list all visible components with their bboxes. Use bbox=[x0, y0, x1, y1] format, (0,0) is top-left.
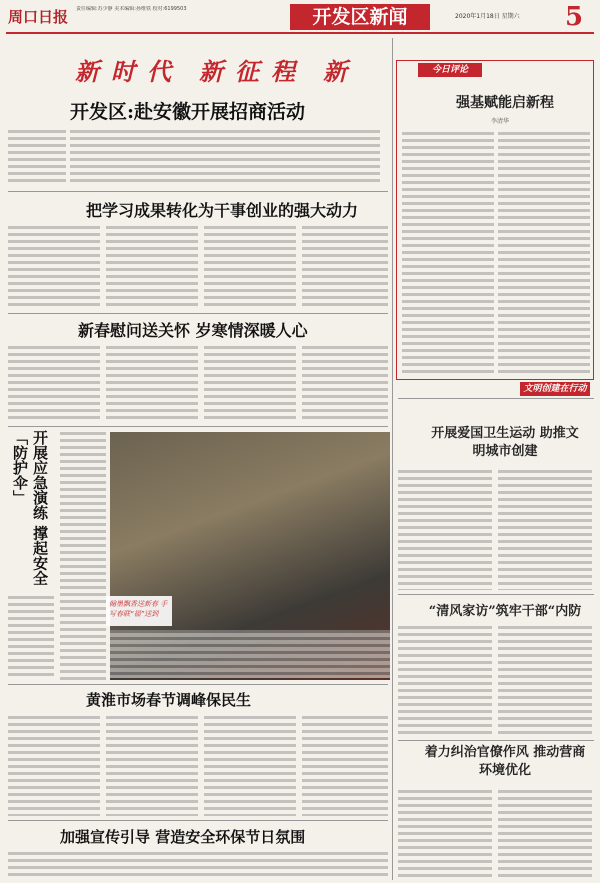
divider bbox=[8, 191, 388, 192]
body-text bbox=[106, 716, 198, 816]
lead-headline: 开发区:赴安徽开展招商活动 bbox=[70, 101, 306, 123]
body-text bbox=[398, 790, 492, 880]
body-text bbox=[398, 626, 492, 738]
photo-description bbox=[110, 630, 390, 678]
lead-body-text bbox=[70, 130, 380, 186]
headline-bureaucracy: 着力纠治官僚作风 推动营商环境优化 bbox=[424, 745, 586, 778]
body-text bbox=[302, 226, 388, 310]
body-text bbox=[302, 716, 388, 816]
divider bbox=[8, 684, 388, 685]
body-text bbox=[204, 716, 296, 816]
slogan-gap bbox=[178, 50, 192, 80]
civilization-label: 文明创建在行动 bbox=[520, 382, 590, 396]
body-text bbox=[498, 790, 592, 880]
vertical-headline-drill: 开展应急演练 撑起安全「防护伞」 bbox=[11, 430, 49, 586]
slogan-char: 程 bbox=[271, 57, 295, 86]
body-text bbox=[498, 470, 592, 590]
divider bbox=[8, 313, 388, 314]
headline-promo: 加强宣传引导 营造安全环保节日氛围 bbox=[60, 828, 306, 846]
body-text bbox=[204, 226, 296, 310]
slogan-char: 代 bbox=[147, 57, 171, 86]
editor-meta: 责任编辑:苏少静 美术编辑:孙维铁 校对:6199503 bbox=[76, 6, 187, 12]
body-text bbox=[498, 626, 592, 738]
slogan-char: 新 bbox=[323, 57, 347, 86]
page-number: 5 bbox=[565, 2, 584, 32]
body-text bbox=[204, 346, 296, 422]
body-text bbox=[398, 470, 492, 590]
headline-family-visit: “清风家访”筑牢干部“内防 bbox=[428, 604, 582, 619]
divider bbox=[8, 426, 388, 427]
body-text bbox=[302, 346, 388, 422]
column-divider bbox=[392, 38, 393, 880]
slogan-char: 时 bbox=[111, 57, 135, 86]
divider bbox=[8, 820, 388, 821]
body-text bbox=[8, 596, 54, 680]
photo-caption: 翰墨飘香送新春 手写春联“福”送到 bbox=[106, 596, 172, 626]
body-text bbox=[106, 226, 198, 310]
divider bbox=[398, 740, 594, 741]
commentary-author: 李清华 bbox=[490, 118, 509, 125]
body-text bbox=[8, 852, 388, 880]
slogan-char: 新 bbox=[75, 57, 99, 86]
header-rule bbox=[6, 32, 594, 34]
headline-study: 把学习成果转化为干事创业的强大动力 bbox=[86, 201, 359, 220]
headline-visit: 新春慰问送关怀 岁寒情深暖人心 bbox=[78, 321, 308, 340]
slogan-char: 新 bbox=[199, 57, 223, 86]
divider bbox=[398, 398, 594, 399]
headline-market: 黄淮市场春节调峰保民生 bbox=[86, 691, 252, 709]
slogan-banner bbox=[70, 50, 380, 86]
body-text bbox=[8, 716, 100, 816]
slogan-char: 征 bbox=[235, 57, 259, 86]
body-text bbox=[8, 226, 100, 310]
commentary-title: 强基赋能启新程 bbox=[456, 95, 554, 111]
body-text bbox=[8, 346, 100, 422]
body-text bbox=[106, 346, 198, 422]
lead-body-text-left bbox=[8, 130, 66, 186]
slogan-gap bbox=[302, 50, 316, 80]
divider bbox=[398, 594, 594, 595]
commentary-label: 今日评论 bbox=[418, 63, 482, 77]
issue-date: 2020年1月18日 星期六 bbox=[455, 13, 520, 20]
body-text bbox=[60, 432, 106, 680]
commentary-text bbox=[402, 132, 494, 376]
section-title: 开发区新闻 bbox=[290, 4, 430, 30]
headline-sanitation: 开展爱国卫生运动 助推文明城市创建 bbox=[431, 426, 579, 459]
commentary-text bbox=[498, 132, 590, 376]
newspaper-logo: 周口日报 bbox=[8, 8, 68, 26]
